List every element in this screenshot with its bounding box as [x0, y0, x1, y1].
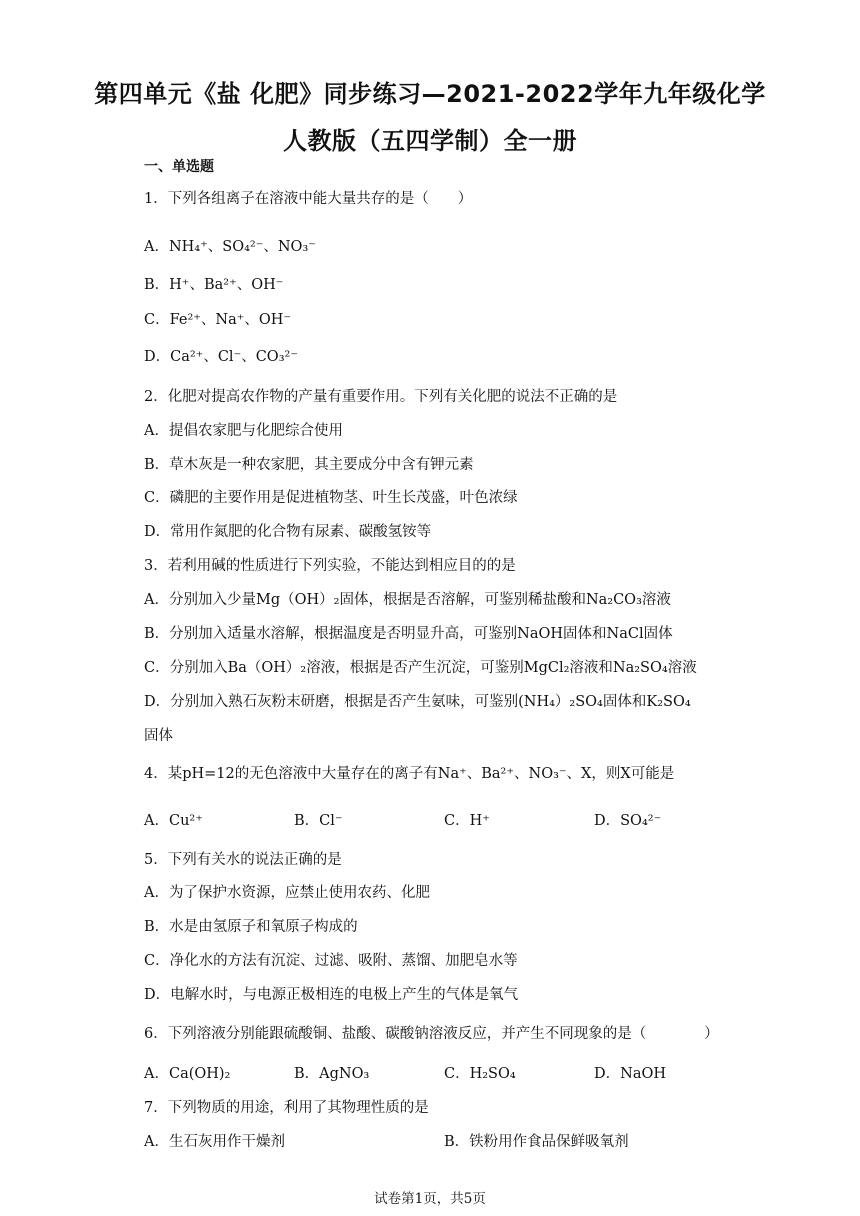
- q6-option-b: B．AgNO₃: [294, 1066, 370, 1082]
- q5-option-d: D．电解水时，与电源正极相连的电极上产生的气体是氧气: [144, 987, 519, 1003]
- q4-option-b: B．Cl⁻: [294, 813, 343, 829]
- q4-option-a: A．Cu²⁺: [144, 813, 203, 829]
- q2-option-a: A．提倡农家肥与化肥综合使用: [144, 423, 343, 439]
- q2-option-d: D．常用作氮肥的化合物有尿素、碳酸氢铵等: [144, 524, 432, 540]
- q1-option-c: C．Fe²⁺、Na⁺、OH⁻: [144, 312, 292, 328]
- q6-option-c: C．H₂SO₄: [444, 1066, 516, 1082]
- q5-option-b: B．水是由氢原子和氧原子构成的: [144, 919, 358, 935]
- q4-stem: 4．某pH=12的无色溶液中大量存在的离子有Na⁺、Ba²⁺、NO₃⁻、X，则X可能是: [144, 766, 675, 782]
- q7-stem: 7．下列物质的用途，利用了其物理性质的是: [144, 1100, 429, 1116]
- q4-option-d: D．SO₄²⁻: [594, 813, 662, 829]
- q6-option-d: D．NaOH: [594, 1066, 666, 1082]
- q2-option-c: C．磷肥的主要作用是促进植物茎、叶生长茂盛，叶色浓绿: [144, 490, 518, 506]
- q1-option-b: B．H⁺、Ba²⁺、OH⁻: [144, 277, 284, 293]
- q1-stem: 1．下列各组离子在溶液中能大量共存的是（ ）: [144, 191, 473, 207]
- q2-stem: 2．化肥对提高农作物的产量有重要作用。下列有关化肥的说法不正确的是: [144, 389, 618, 405]
- title-line-1: 第四单元《盐 化肥》同步练习—2021-2022学年九年级化学: [94, 80, 766, 108]
- q3-option-a: A．分别加入少量Mg（OH）₂固体，根据是否溶解，可鉴别稀盐酸和Na₂CO₃溶液: [144, 592, 671, 608]
- page-footer: 试卷第1页，共5页: [374, 1191, 486, 1207]
- q7-option-a: A．生石灰用作干燥剂: [144, 1134, 285, 1150]
- q3-option-d: D．分别加入熟石灰粉末研磨，根据是否产生氨味，可鉴别(NH₄）₂SO₄固体和K₂SO₄: [144, 694, 691, 710]
- q4-option-c: C．H⁺: [444, 813, 490, 829]
- q3-option-c: C．分别加入Ba（OH）₂溶液，根据是否产生沉淀，可鉴别MgCl₂溶液和Na₂SO₄溶液: [144, 660, 697, 676]
- q3-option-b: B．分别加入适量水溶解，根据温度是否明显升高，可鉴别NaOH固体和NaCl固体: [144, 626, 673, 642]
- q5-option-c: C．净化水的方法有沉淀、过滤、吸附、蒸馏、加肥皂水等: [144, 953, 518, 969]
- section-heading: 一、单选题: [144, 159, 214, 175]
- q7-option-b: B．铁粉用作食品保鲜吸氧剂: [444, 1134, 629, 1150]
- q3-stem: 3．若利用碱的性质进行下列实验，不能达到相应目的的是: [144, 558, 516, 574]
- q2-option-b: B．草木灰是一种农家肥，其主要成分中含有钾元素: [144, 457, 474, 473]
- q3-option-d-continued: 固体: [144, 728, 173, 744]
- q5-stem: 5．下列有关水的说法正确的是: [144, 852, 342, 868]
- q1-option-d: D．Ca²⁺、Cl⁻、CO₃²⁻: [144, 349, 298, 365]
- title-line-2: 人教版（五四学制）全一册: [283, 127, 577, 155]
- q1-option-a: A．NH₄⁺、SO₄²⁻、NO₃⁻: [144, 239, 316, 255]
- q6-option-a: A．Ca(OH)₂: [144, 1066, 231, 1082]
- q5-option-a: A．为了保护水资源，应禁止使用农药、化肥: [144, 885, 430, 901]
- q6-stem: 6．下列溶液分别能跟硫酸铜、盐酸、碳酸钠溶液反应，并产生不同现象的是（ ）: [144, 1026, 719, 1042]
